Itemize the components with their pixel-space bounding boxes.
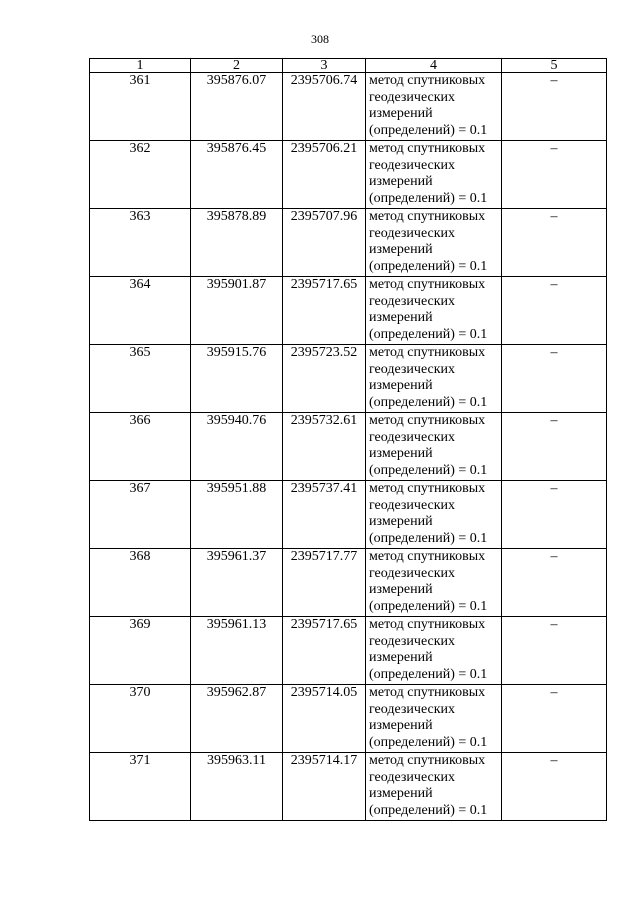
method-cell: метод спутниковых геодезических измерений (определений) = 0.1 (366, 73, 502, 141)
x-coordinate-cell: 395963.11 (191, 753, 283, 821)
extra-cell: – (502, 277, 607, 345)
extra-cell: – (502, 753, 607, 821)
header-col-4: 4 (366, 59, 502, 73)
table-row (90, 753, 607, 821)
extra-cell: – (502, 549, 607, 617)
method-cell: метод спутниковых геодезических измерений (определений) = 0.1 (366, 549, 502, 617)
header-col-5: 5 (502, 59, 607, 73)
method-cell: метод спутниковых геодезических измерений (определений) = 0.1 (366, 685, 502, 753)
x-coordinate-cell: 395961.13 (191, 617, 283, 685)
x-coordinate-cell: 395901.87 (191, 277, 283, 345)
y-coordinate-cell: 2395737.41 (283, 481, 366, 549)
header-col-3: 3 (283, 59, 366, 73)
point-number-cell: 361 (90, 73, 191, 141)
table-row (90, 141, 607, 209)
extra-cell: – (502, 73, 607, 141)
method-cell: метод спутниковых геодезических измерений (определений) = 0.1 (366, 277, 502, 345)
point-number-cell: 366 (90, 413, 191, 481)
table-row (90, 277, 607, 345)
table-row (90, 73, 607, 141)
table-row (90, 481, 607, 549)
x-coordinate-cell: 395876.07 (191, 73, 283, 141)
x-coordinate-cell: 395878.89 (191, 209, 283, 277)
table-row (90, 685, 607, 753)
table-row (90, 617, 607, 685)
point-number-cell: 371 (90, 753, 191, 821)
table-row (90, 209, 607, 277)
method-cell: метод спутниковых геодезических измерений (определений) = 0.1 (366, 413, 502, 481)
table-body (90, 73, 607, 821)
x-coordinate-cell: 395961.37 (191, 549, 283, 617)
point-number-cell: 363 (90, 209, 191, 277)
x-coordinate-cell: 395940.76 (191, 413, 283, 481)
point-number-cell: 365 (90, 345, 191, 413)
extra-cell: – (502, 141, 607, 209)
point-number-cell: 362 (90, 141, 191, 209)
x-coordinate-cell: 395876.45 (191, 141, 283, 209)
table-header-row (90, 59, 607, 73)
extra-cell: – (502, 345, 607, 413)
method-cell: метод спутниковых геодезических измерений (определений) = 0.1 (366, 481, 502, 549)
table-row (90, 345, 607, 413)
y-coordinate-cell: 2395723.52 (283, 345, 366, 413)
coordinates-table (89, 58, 607, 821)
method-cell: метод спутниковых геодезических измерений (определений) = 0.1 (366, 141, 502, 209)
point-number-cell: 364 (90, 277, 191, 345)
method-cell: метод спутниковых геодезических измерений (определений) = 0.1 (366, 209, 502, 277)
y-coordinate-cell: 2395717.65 (283, 277, 366, 345)
extra-cell: – (502, 481, 607, 549)
extra-cell: – (502, 617, 607, 685)
x-coordinate-cell: 395951.88 (191, 481, 283, 549)
x-coordinate-cell: 395915.76 (191, 345, 283, 413)
x-coordinate-cell: 395962.87 (191, 685, 283, 753)
y-coordinate-cell: 2395714.17 (283, 753, 366, 821)
page-number: 308 (311, 32, 329, 46)
y-coordinate-cell: 2395706.74 (283, 73, 366, 141)
point-number-cell: 369 (90, 617, 191, 685)
extra-cell: – (502, 685, 607, 753)
table-row (90, 549, 607, 617)
header-col-1: 1 (90, 59, 191, 73)
method-cell: метод спутниковых геодезических измерений (определений) = 0.1 (366, 753, 502, 821)
point-number-cell: 368 (90, 549, 191, 617)
extra-cell: – (502, 413, 607, 481)
y-coordinate-cell: 2395714.05 (283, 685, 366, 753)
y-coordinate-cell: 2395707.96 (283, 209, 366, 277)
point-number-cell: 367 (90, 481, 191, 549)
table-row (90, 413, 607, 481)
y-coordinate-cell: 2395717.77 (283, 549, 366, 617)
header-col-2: 2 (191, 59, 283, 73)
extra-cell: – (502, 209, 607, 277)
y-coordinate-cell: 2395706.21 (283, 141, 366, 209)
y-coordinate-cell: 2395732.61 (283, 413, 366, 481)
point-number-cell: 370 (90, 685, 191, 753)
method-cell: метод спутниковых геодезических измерений (определений) = 0.1 (366, 617, 502, 685)
y-coordinate-cell: 2395717.65 (283, 617, 366, 685)
method-cell: метод спутниковых геодезических измерений (определений) = 0.1 (366, 345, 502, 413)
